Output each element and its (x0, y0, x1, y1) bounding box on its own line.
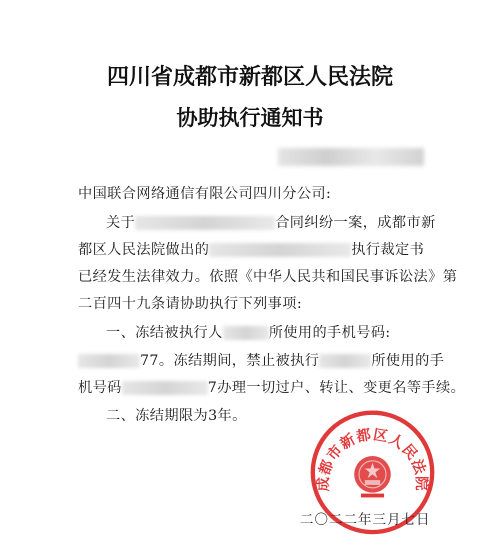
para1-line1 (106, 212, 436, 232)
item1-line3-end: 7办理一切过户、转让、变更名等手续。 (207, 380, 466, 396)
phone-number-redacted-2 (122, 381, 208, 395)
para1-line1-start: 关于 (106, 215, 136, 231)
para1-line3: 已经发生法律效力。依照《中华人民共和国民事诉讼法》第 (78, 269, 458, 285)
item1-line2-start: 77。冻结期间，禁止被执行 (140, 353, 320, 369)
phone-number-redacted (78, 354, 140, 368)
item1-line2 (78, 350, 444, 370)
item1-line1-start: 一、冻结被执行人 (106, 325, 223, 341)
executed-party-redacted-2 (319, 354, 371, 368)
case-number-redacted (209, 243, 351, 257)
national-emblem-icon (354, 456, 391, 497)
document-number-redacted (278, 148, 424, 166)
item1-line3-start: 机号码 (78, 380, 122, 396)
seal-text: 成都市新都区人民法院 (315, 426, 430, 492)
executed-party-redacted (223, 326, 269, 340)
item1-line3 (78, 377, 465, 397)
party-redacted (135, 216, 275, 230)
notice-title: 协助执行通知书 (176, 105, 324, 130)
para1-line2-start: 都区人民法院做出的 (78, 242, 210, 258)
addressee: 中国联合网络通信有限公司四川分公司: (78, 186, 332, 202)
court-name-title: 四川省成都市新都区人民法院 (106, 64, 393, 90)
para1-line1-end: 合同纠纷一案，成都市新 (275, 215, 436, 231)
para1-line2-end: 执行裁定书 (351, 242, 425, 258)
item1-line2-end: 所使用的手 (371, 353, 445, 369)
para1-line4: 二百四十九条请协助执行下列事项: (78, 296, 302, 312)
issue-date: 二〇二二年三月七日 (300, 512, 431, 528)
item1-line1-end: 所使用的手机号码: (268, 325, 391, 341)
item2: 二、冻结期限为3年。 (106, 408, 247, 424)
item1-line1 (106, 322, 391, 342)
para1-line2 (78, 239, 424, 259)
